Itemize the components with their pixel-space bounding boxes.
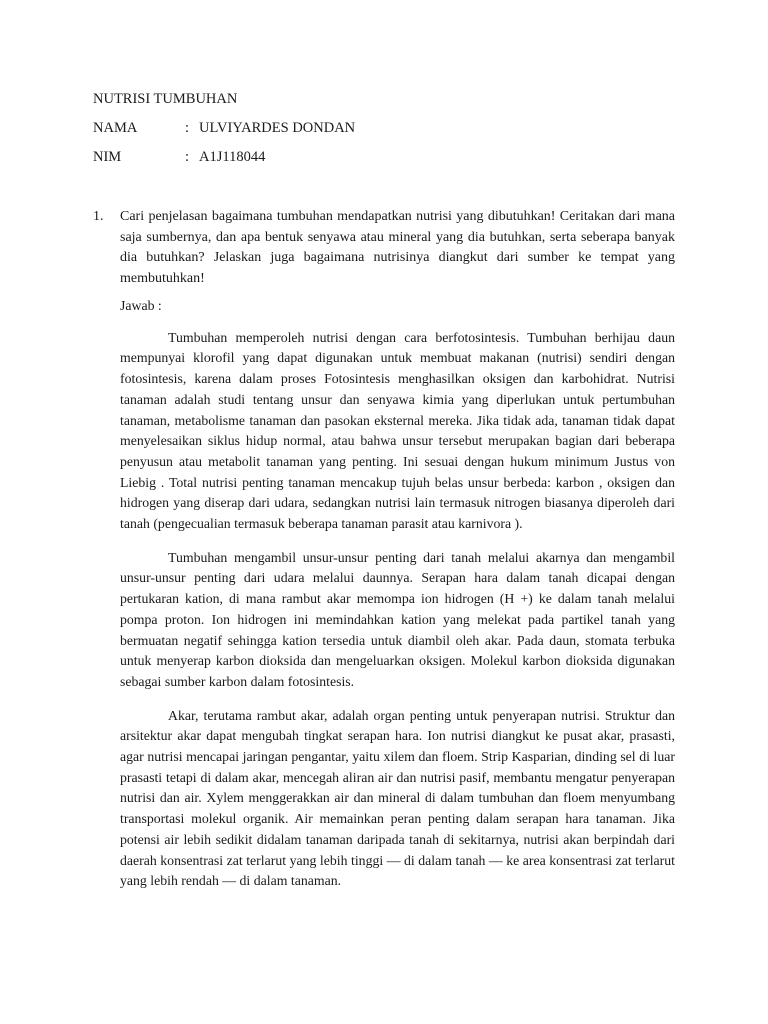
field-separator: :: [185, 149, 190, 165]
answer-label: Jawab :: [120, 298, 162, 313]
field-row-nim: [93, 143, 355, 172]
field-separator: :: [185, 120, 190, 136]
answer-paragraph: Akar, terutama rambut akar, adalah organ penting untuk penyerapan nutrisi. Struktur dan arsitektur akar dapat mengubah tingkat serapan hara. Ion nutrisi diangkut ke pusat akar, prasasti, agar nutrisi mencapai jaringan pengantar, yaitu xilem dan floem. Strip Kasparian, dinding sel di luar prasasti tetapi di dalam akar, mencegah aliran air dan nutrisi pasif, membantu mengatur penyerapan nutrisi dan air. Xylem menggerakkan air dan mineral di dalam tumbuhan dan floem menyumbang transportasi molekul organik. Air memainkan peran penting dalam serapan hara tanaman. Jika potensi air lebih sedikit didalam tanaman daripada tanah di sekitarnya, nutrisi akan berpindah dari daerah konsentrasi zat terlarut yang lebih tinggi — di dalam tanah — ke area konsentrasi zat terlarut yang lebih rendah — di dalam tanaman.: [120, 707, 675, 889]
field-row-nama: [93, 114, 355, 143]
field-value: ULVIYARDES DONDAN: [199, 120, 356, 136]
question-text: Cari penjelasan bagaimana tumbuhan mendapatkan nutrisi yang dibutuhkan! Ceritakan dari mana saja sumbernya, dan apa bentuk senyawa atau mineral yang dia butuhkan, serta seberapa banyak dia butuhkan? Jelaskan juga bagaimana nutrisinya diangkut dari sumber ke tempat yang membutuhkan!: [120, 209, 675, 286]
answer-paragraph: Tumbuhan memperoleh nutrisi dengan cara berfotosintesis. Tumbuhan berhijau daun mempunyai klorofil yang dapat digunakan untuk membuat makanan (nutrisi) sendiri dengan fotosintesis, karena dalam proses Fotosintesis menghasilkan oksigen dan karbohidrat. Nutrisi tanaman adalah studi tentang unsur dan senyawa kimia yang diperlukan untuk pertumbuhan tanaman, metabolisme tanaman dan pasokan eksternal mereka. Jika tidak ada, tanaman tidak dapat menyelesaikan siklus hidup normal, atau bahwa unsur tersebut merupakan bagian dari beberapa penyusun atau metabolit tanaman yang penting. Ini sesuai dengan hukum minimum Justus von Liebig . Total nutrisi penting tanaman mencakup tujuh belas unsur berbeda: karbon , oksigen dan hidrogen yang diserap dari udara, sedangkan nutrisi lain termasuk nitrogen biasanya diperoleh dari tanah (pengecualian termasuk beberapa tanaman parasit atau karnivora ).: [120, 329, 675, 532]
document-header: [93, 85, 355, 172]
document-title: NUTRISI TUMBUHAN: [93, 91, 238, 107]
question-number: 1.: [93, 209, 104, 224]
answer-paragraph: Tumbuhan mengambil unsur-unsur penting dari tanah melalui akarnya dan mengambil unsur-unsur penting dari udara melalui daunnya. Serapan hara dalam tanah dicapai dengan pertukaran kation, di mana rambut akar memompa ion hidrogen (H +) ke dalam tanah melalui pompa proton. Ion hidrogen ini memindahkan kation yang melekat pada partikel tanah yang bermuatan negatif sehingga kation tersedia untuk diambil oleh akar. Pada daun, stomata terbuka untuk menyerap karbon dioksida dan mengeluarkan oksigen. Molekul karbon dioksida digunakan sebagai sumber karbon dalam fotosintesis.: [120, 549, 675, 689]
answer-section: [120, 296, 675, 905]
field-label: NAMA: [93, 120, 138, 136]
field-label: NIM: [93, 149, 122, 165]
field-value: A1J118044: [199, 149, 266, 165]
question-item: [93, 207, 675, 289]
